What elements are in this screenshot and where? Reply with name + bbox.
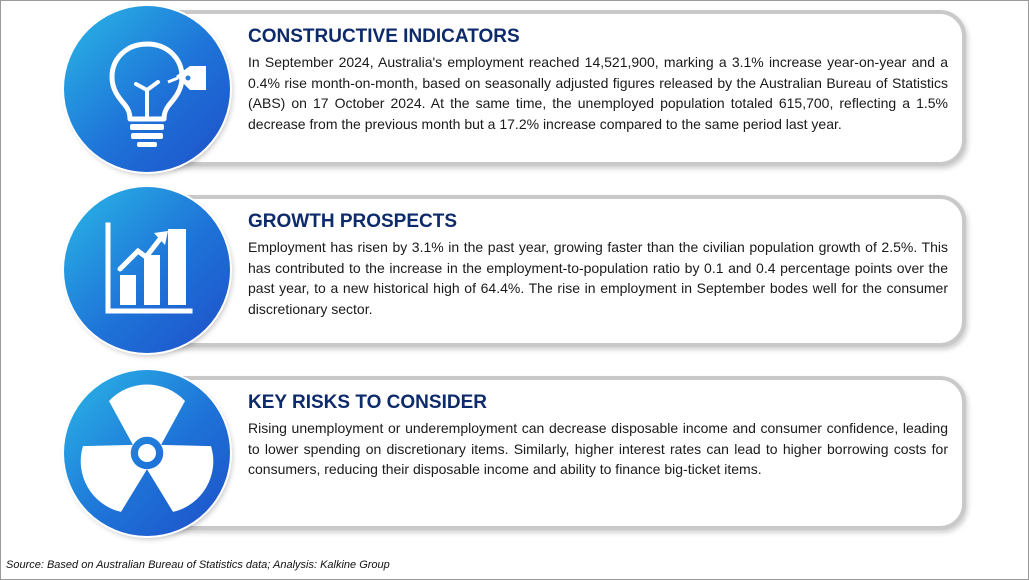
section-body: In September 2024, Australia's employment reached 14,521,900, marking a 3.1% increase year-on-year and a 0.4% rise month-on-month, based on seasonally adjusted figures released by the Australian Bureau of Statistics (ABS) on 17 October 2024. At the same time, the unemployed population totaled 615,700, reflecting a 1.5% decrease from the previous month but a 17.2% increase compared to the same period last year. — [248, 54, 948, 132]
hazard-icon — [64, 370, 230, 536]
source-note: Source: Based on Australian Bureau of Statistics data; Analysis: Kalkine Group — [6, 559, 390, 571]
section-card-growth-prospects — [146, 195, 966, 347]
hazard-badge — [64, 370, 230, 536]
section-body: Rising unemployment or underemployment can decrease disposable income and consumer confidence, leading to lower spending on discretionary items. Similarly, higher interest rates can lead to higher borrowing costs for consumers, reducing their disposable income and ability to finance big-ticket items. — [248, 420, 948, 477]
lightbulb-badge — [64, 6, 230, 172]
section-body: Employment has risen by 3.1% in the past year, growing faster than the civilian population growth of 2.5%. This has contributed to the increase in the employment-to-population ratio by 0.1 and 0.4 percentage points over the past year, to a new historical high of 64.4%. The rise in employment in September bodes well for the consumer discretionary sector. — [248, 239, 948, 317]
growth-badge — [64, 187, 230, 353]
section-card-key-risks — [146, 376, 966, 530]
bar-chart-growth-icon — [64, 187, 230, 353]
section-card-constructive-indicators — [146, 10, 966, 166]
lightbulb-icon — [64, 6, 230, 172]
section-title: GROWTH PROSPECTS — [248, 211, 458, 232]
section-title: KEY RISKS TO CONSIDER — [248, 392, 487, 413]
section-title: CONSTRUCTIVE INDICATORS — [248, 26, 520, 47]
